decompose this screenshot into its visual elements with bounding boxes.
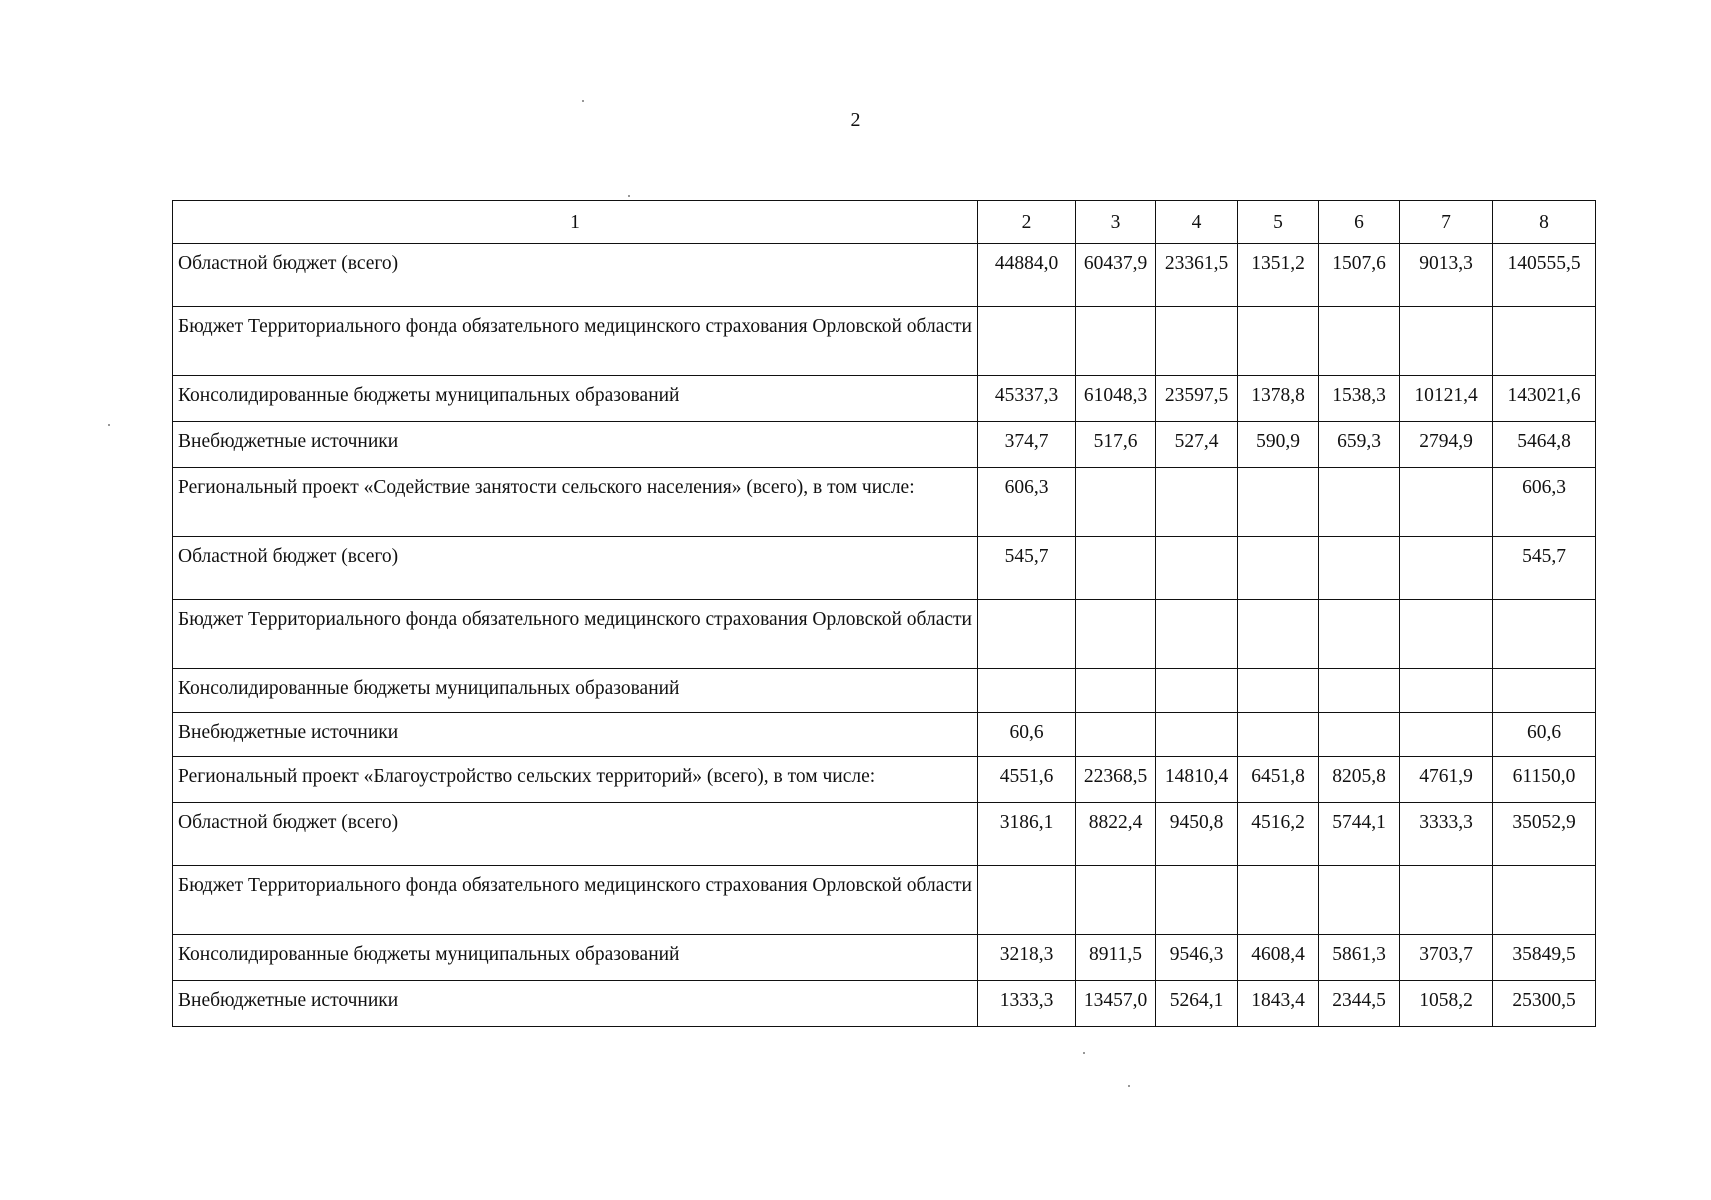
value-cell: 1538,3 xyxy=(1319,376,1400,422)
value-cell xyxy=(978,669,1076,713)
budget-table xyxy=(172,200,1596,1027)
value-cell: 1507,6 xyxy=(1319,244,1400,307)
column-header: 2 xyxy=(978,201,1076,244)
value-cell: 45337,3 xyxy=(978,376,1076,422)
row-label: Областной бюджет (всего) xyxy=(173,537,978,600)
value-cell xyxy=(1400,537,1493,600)
value-cell: 1351,2 xyxy=(1238,244,1319,307)
value-cell: 1378,8 xyxy=(1238,376,1319,422)
value-cell: 4761,9 xyxy=(1400,757,1493,803)
row-label: Внебюджетные источники xyxy=(173,422,978,468)
value-cell: 4516,2 xyxy=(1238,803,1319,866)
value-cell xyxy=(1156,669,1238,713)
table-row xyxy=(173,537,1596,600)
value-cell: 2344,5 xyxy=(1319,981,1400,1027)
row-label: Бюджет Территориального фонда обязательного медицинского страхования Орловской области xyxy=(173,600,978,669)
value-cell xyxy=(1076,713,1156,757)
row-label: Областной бюджет (всего) xyxy=(173,803,978,866)
row-label: Консолидированные бюджеты муниципальных образований xyxy=(173,376,978,422)
value-cell: 60,6 xyxy=(1493,713,1596,757)
column-header: 6 xyxy=(1319,201,1400,244)
value-cell: 13457,0 xyxy=(1076,981,1156,1027)
column-header: 1 xyxy=(173,201,978,244)
value-cell xyxy=(1156,537,1238,600)
row-label: Внебюджетные источники xyxy=(173,981,978,1027)
value-cell xyxy=(1238,713,1319,757)
value-cell xyxy=(1493,307,1596,376)
value-cell xyxy=(1238,600,1319,669)
row-label: Бюджет Территориального фонда обязательного медицинского страхования Орловской области xyxy=(173,866,978,935)
value-cell xyxy=(978,866,1076,935)
row-label: Областной бюджет (всего) xyxy=(173,244,978,307)
value-cell: 10121,4 xyxy=(1400,376,1493,422)
table-row xyxy=(173,935,1596,981)
value-cell xyxy=(1400,713,1493,757)
value-cell: 5264,1 xyxy=(1156,981,1238,1027)
value-cell xyxy=(978,307,1076,376)
value-cell: 8822,4 xyxy=(1076,803,1156,866)
value-cell: 1333,3 xyxy=(978,981,1076,1027)
scan-speck xyxy=(628,195,630,197)
value-cell: 23597,5 xyxy=(1156,376,1238,422)
table-row xyxy=(173,376,1596,422)
value-cell xyxy=(978,600,1076,669)
value-cell xyxy=(1076,537,1156,600)
value-cell: 14810,4 xyxy=(1156,757,1238,803)
value-cell: 35849,5 xyxy=(1493,935,1596,981)
value-cell: 545,7 xyxy=(1493,537,1596,600)
table-row xyxy=(173,713,1596,757)
value-cell xyxy=(1238,866,1319,935)
value-cell: 61150,0 xyxy=(1493,757,1596,803)
page-number: 2 xyxy=(850,109,861,131)
row-label: Региональный проект «Благоустройство сельских территорий» (всего), в том числе: xyxy=(173,757,978,803)
value-cell: 590,9 xyxy=(1238,422,1319,468)
scan-speck xyxy=(1083,1052,1085,1054)
value-cell: 9546,3 xyxy=(1156,935,1238,981)
value-cell: 1058,2 xyxy=(1400,981,1493,1027)
value-cell: 44884,0 xyxy=(978,244,1076,307)
table-row xyxy=(173,757,1596,803)
column-header: 5 xyxy=(1238,201,1319,244)
value-cell xyxy=(1319,669,1400,713)
value-cell: 6451,8 xyxy=(1238,757,1319,803)
value-cell: 3186,1 xyxy=(978,803,1076,866)
value-cell xyxy=(1400,307,1493,376)
value-cell: 9013,3 xyxy=(1400,244,1493,307)
value-cell xyxy=(1076,600,1156,669)
scan-speck xyxy=(108,424,110,426)
column-header: 3 xyxy=(1076,201,1156,244)
value-cell xyxy=(1238,537,1319,600)
value-cell xyxy=(1400,600,1493,669)
value-cell xyxy=(1076,866,1156,935)
value-cell xyxy=(1319,600,1400,669)
column-header: 7 xyxy=(1400,201,1493,244)
table-row xyxy=(173,307,1596,376)
value-cell xyxy=(1076,468,1156,537)
row-label: Внебюджетные источники xyxy=(173,713,978,757)
table-row xyxy=(173,600,1596,669)
scan-speck xyxy=(582,100,584,102)
value-cell xyxy=(1238,307,1319,376)
value-cell: 2794,9 xyxy=(1400,422,1493,468)
table-row xyxy=(173,866,1596,935)
value-cell xyxy=(1238,669,1319,713)
value-cell: 527,4 xyxy=(1156,422,1238,468)
value-cell: 140555,5 xyxy=(1493,244,1596,307)
table-row xyxy=(173,803,1596,866)
value-cell: 517,6 xyxy=(1076,422,1156,468)
value-cell: 35052,9 xyxy=(1493,803,1596,866)
value-cell xyxy=(1400,866,1493,935)
value-cell xyxy=(1076,669,1156,713)
value-cell: 659,3 xyxy=(1319,422,1400,468)
value-cell xyxy=(1400,669,1493,713)
value-cell: 3703,7 xyxy=(1400,935,1493,981)
value-cell xyxy=(1156,307,1238,376)
value-cell: 4608,4 xyxy=(1238,935,1319,981)
value-cell xyxy=(1319,307,1400,376)
value-cell xyxy=(1493,669,1596,713)
value-cell xyxy=(1076,307,1156,376)
value-cell xyxy=(1156,713,1238,757)
value-cell xyxy=(1319,713,1400,757)
value-cell: 4551,6 xyxy=(978,757,1076,803)
value-cell xyxy=(1400,468,1493,537)
table-row xyxy=(173,244,1596,307)
value-cell: 8911,5 xyxy=(1076,935,1156,981)
table-row xyxy=(173,422,1596,468)
value-cell: 8205,8 xyxy=(1319,757,1400,803)
value-cell: 60437,9 xyxy=(1076,244,1156,307)
value-cell: 3333,3 xyxy=(1400,803,1493,866)
value-cell: 606,3 xyxy=(978,468,1076,537)
value-cell xyxy=(1156,468,1238,537)
table-header-row xyxy=(173,201,1596,244)
value-cell: 5861,3 xyxy=(1319,935,1400,981)
value-cell: 545,7 xyxy=(978,537,1076,600)
table-row xyxy=(173,468,1596,537)
value-cell: 60,6 xyxy=(978,713,1076,757)
value-cell: 606,3 xyxy=(1493,468,1596,537)
value-cell: 1843,4 xyxy=(1238,981,1319,1027)
row-label: Консолидированные бюджеты муниципальных образований xyxy=(173,935,978,981)
value-cell: 5464,8 xyxy=(1493,422,1596,468)
value-cell xyxy=(1238,468,1319,537)
value-cell xyxy=(1319,468,1400,537)
table-row xyxy=(173,669,1596,713)
value-cell xyxy=(1319,537,1400,600)
value-cell xyxy=(1156,600,1238,669)
value-cell: 374,7 xyxy=(978,422,1076,468)
row-label: Региональный проект «Содействие занятости сельского населения» (всего), в том числе: xyxy=(173,468,978,537)
table-row xyxy=(173,981,1596,1027)
value-cell: 3218,3 xyxy=(978,935,1076,981)
column-header: 4 xyxy=(1156,201,1238,244)
row-label: Консолидированные бюджеты муниципальных образований xyxy=(173,669,978,713)
value-cell: 22368,5 xyxy=(1076,757,1156,803)
value-cell xyxy=(1493,866,1596,935)
value-cell xyxy=(1493,600,1596,669)
value-cell: 5744,1 xyxy=(1319,803,1400,866)
value-cell xyxy=(1319,866,1400,935)
scan-speck xyxy=(1128,1085,1130,1087)
value-cell: 9450,8 xyxy=(1156,803,1238,866)
value-cell: 23361,5 xyxy=(1156,244,1238,307)
row-label: Бюджет Территориального фонда обязательного медицинского страхования Орловской области xyxy=(173,307,978,376)
value-cell: 61048,3 xyxy=(1076,376,1156,422)
column-header: 8 xyxy=(1493,201,1596,244)
value-cell: 143021,6 xyxy=(1493,376,1596,422)
value-cell xyxy=(1156,866,1238,935)
value-cell: 25300,5 xyxy=(1493,981,1596,1027)
